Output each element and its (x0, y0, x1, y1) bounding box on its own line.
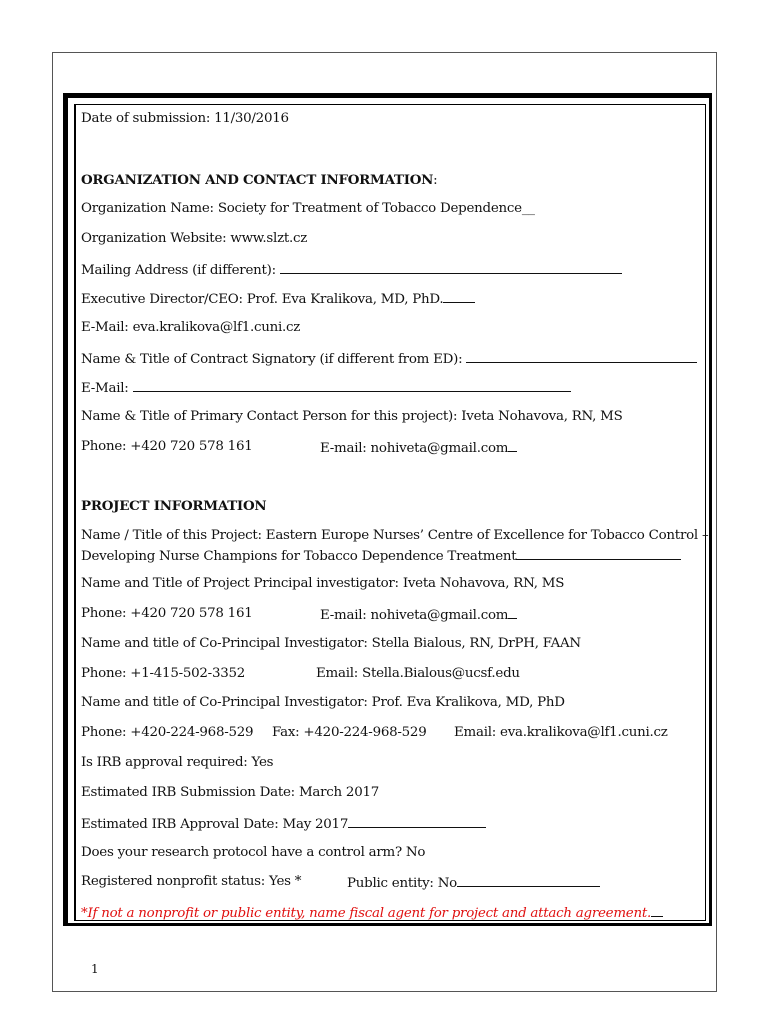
signatory-label: Name & Title of Contract Signatory (if different from ED): (81, 352, 467, 367)
project-title-text: Developing Nurse Champions for Tobacco Dependence Treatment (81, 549, 517, 564)
fiscal-note-blank[interactable] (651, 903, 663, 917)
project-title-blank[interactable] (516, 546, 681, 560)
co-pi-2: Name and title of Co-Principal Investigator: Prof. Eva Kralikova, MD, PhD (81, 695, 565, 710)
email-pi: E-mail: nohiveta@gmail.com (320, 605, 517, 625)
project-title-line-1: Name / Title of this Project: Eastern Europe Nurses’ Centre of Excellence for Tobacco Control – (81, 528, 709, 543)
org-name: Organization Name: Society for Treatment of Tobacco Dependence__ (81, 201, 535, 216)
nonprofit-status: Registered nonprofit status: Yes * (81, 874, 302, 889)
mailing-address (81, 260, 622, 280)
irb-approval (81, 814, 486, 834)
email-copi-2: Email: eva.kralikova@lf1.cuni.cz (454, 725, 668, 740)
org-heading-colon: : (433, 173, 438, 188)
public-entity: Public entity: No (347, 873, 600, 893)
fiscal-note-text: *If not a nonprofit or public entity, name fiscal agent for project and attach agreement. (81, 906, 651, 921)
phone-pi-line (81, 605, 509, 623)
primary-contact: Name & Title of Primary Contact Person for this project): Iveta Nohavova, RN, MS (81, 409, 623, 424)
email-2-label: E-Mail: (81, 381, 133, 396)
email-signatory (81, 378, 571, 398)
org-heading: ORGANIZATION AND CONTACT INFORMATION (81, 172, 434, 188)
phone-copi-2: Phone: +420-224-968-529 (81, 725, 254, 740)
phone-copi-1: Phone: +1-415-502-3352 (81, 666, 246, 681)
project-heading: PROJECT INFORMATION (81, 498, 267, 514)
control-arm: Does your research protocol have a control arm? No (81, 845, 426, 860)
date-of-submission: Date of submission: 11/30/2016 (81, 111, 289, 126)
executive-director (81, 289, 475, 309)
nonprofit-line (81, 873, 457, 891)
exec-director-blank[interactable] (443, 289, 475, 303)
email-signatory-blank[interactable] (133, 378, 571, 392)
signatory-blank[interactable] (466, 349, 697, 363)
irb-approval-text: Estimated IRB Approval Date: May 2017 (81, 817, 349, 832)
irb-required: Is IRB approval required: Yes (81, 755, 274, 770)
irb-submission: Estimated IRB Submission Date: March 2017 (81, 785, 380, 800)
co-pi-1: Name and title of Co-Principal Investigator: Stella Bialous, RN, DrPH, FAAN (81, 636, 581, 651)
org-website: Organization Website: www.slzt.cz (81, 231, 308, 246)
page-number: 1 (91, 962, 99, 976)
email-contact: E-mail: nohiveta@gmail.com (320, 438, 517, 458)
phone-contact-line (81, 438, 509, 456)
exec-director-text: Executive Director/CEO: Prof. Eva Kralikova, MD, PhD. (81, 292, 444, 307)
org-heading-line (81, 171, 437, 190)
contract-signatory (81, 349, 697, 369)
email-copi-1: Email: Stella.Bialous@ucsf.edu (316, 666, 520, 681)
phone-copi-2-line (81, 724, 668, 742)
email-exec: E-Mail: eva.kralikova@lf1.cuni.cz (81, 320, 301, 335)
irb-approval-blank[interactable] (348, 814, 486, 828)
project-title-line-2 (81, 546, 681, 566)
phone-contact: Phone: +420 720 578 161 (81, 439, 253, 454)
public-entity-blank[interactable] (457, 873, 600, 887)
phone-pi: Phone: +420 720 578 161 (81, 606, 253, 621)
mailing-label: Mailing Address (if different): (81, 263, 280, 278)
fiscal-agent-note (81, 903, 663, 923)
mailing-address-blank[interactable] (280, 260, 622, 274)
principal-investigator: Name and Title of Project Principal investigator: Iveta Nohavova, RN, MS (81, 576, 565, 591)
phone-copi-1-line (81, 665, 520, 683)
fax-copi-2: Fax: +420-224-968-529 (272, 725, 427, 740)
